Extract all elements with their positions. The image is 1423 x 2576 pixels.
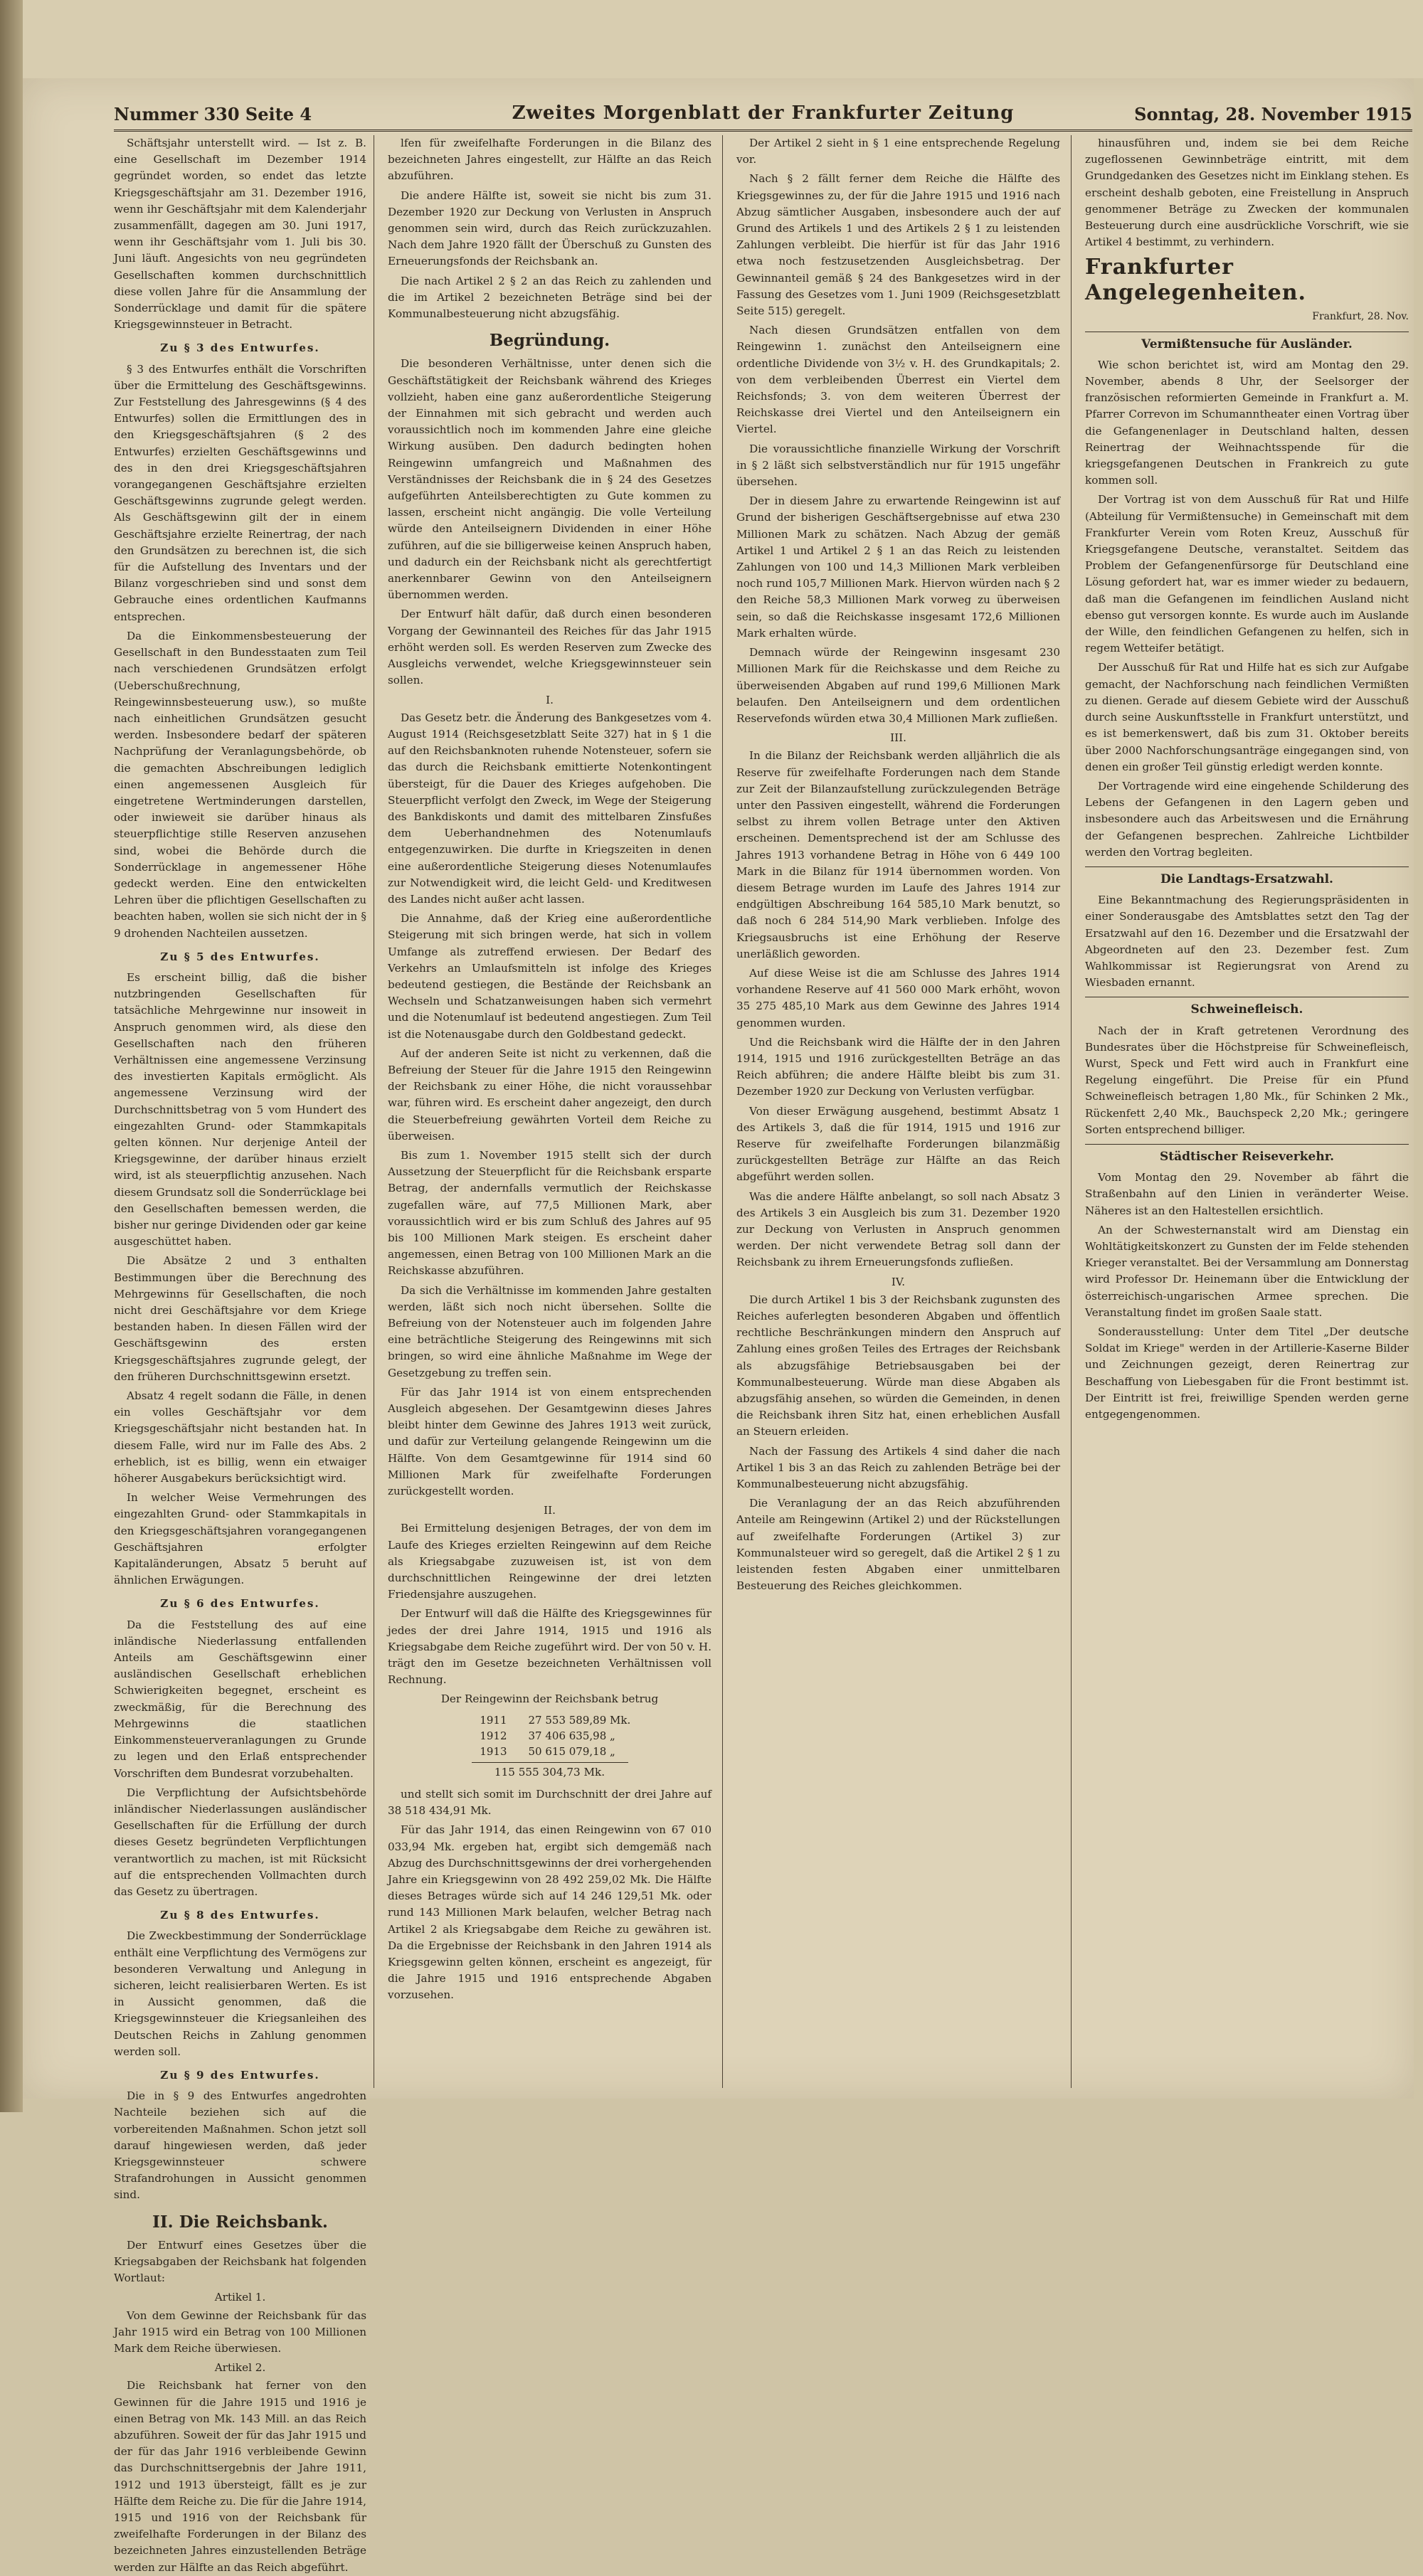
paragraph: Was die andere Hälfte anbelangt, so soll nach Absatz 3 des Artikels 3 ein Ausgleich bis zum 31. Dezember 1920 zur Deckung von Verlusten in Anspruch genommen werden. Der nicht verwendete Betrag soll dann der Reichsbank zu ihrem Erneuerungsfonds zufließen. <box>736 1189 1060 1269</box>
paragraph: Bis zum 1. November 1915 stellt sich der durch Aussetzung der Steuerpflicht für die Reichsbank ersparte Betrag, der andernfalls vermutlich der Reichskasse zugefallen wäre, auf 77,5 Millionen Mark, aber voraussichtlich wird er bis zum Schluß des Jahres auf 95 bis 100 Millionen Mark steigen. Es erscheint daher angemessen, einen Betrag von 100 Millionen Mark an die Reichskasse abzuführen. <box>388 1148 712 1278</box>
paragraph: Da die Feststellung des auf eine inländische Niederlassung entfallenden Anteils am Geschäftsgewinn einer ausländischen Gesellschaft erheblichen Schwierigkeiten begegnet, erscheint es zweckmäßig, für die Berechnung des Mehrgewinns die staatlichen Einkommensteuerveranlagungen zu Grunde zu legen und den Erlaß entsprechender Vorschriften dem Bundesrat vorzubehalten. <box>114 1618 366 1780</box>
paragraph: Da die Einkommensbesteuerung der Gesellschaft in den Bundesstaaten zum Teil nach verschiedenen Grundsätzen erfolgt (Ueberschußrechnung, Reingewinnsbesteuerung usw.), so mußte nach einheitlichen Grundsätzen gesucht werden. Insbesondere bedarf der späteren Nachprüfung der Veranlagungsbehörde, ob die gemachten Abschreibungen lediglich einen angemessenen Ausgleich für eingetretene Wertminderungen darstellen, oder inwieweit sie darüber hinaus als steuerpflichtige stille Reserven anzusehen sind, wobei die Behörde durch die Sonderrücklage in angemessener Höhe gedeckt werden. Eine den entwickelten Lehren über die pflichtigen Gesellschaften zu beachten haben, wollen sie sich nicht der in § 9 drohenden Nachteilen aussetzen. <box>114 629 366 940</box>
paragraph: Der Entwurf hält dafür, daß durch einen besonderen Vorgang der Gewinnanteil des Reiches für das Jahr 1915 erhöht werden soll. Es werden Reserven zum Zwecke des Ausgleichs verwendet, welche Kriegsgewinnsteuer sein sollen. <box>388 608 712 687</box>
paragraph: Von dieser Erwägung ausgehend, bestimmt Absatz 1 des Artikels 3, daß die für 1914, 1915 und 1916 zur Reserve für zweifelhafte Forderungen bilanzmäßig zurückgestellten Beträge zur Hälfte an das Reich abgeführt werden sollen. <box>736 1104 1060 1184</box>
issue-date: Sonntag, 28. November 1915 <box>1134 104 1412 124</box>
paragraph: Eine Bekanntmachung des Regierungspräsidenten in einer Sonderausgabe des Amtsblattes setzt den Tag der Ersatzwahl auf den 16. Dezember und die Ersatzwahl der Abgeordneten auf den 23. Dezember fest. Zum Wahlkommissar ist Regierungsrat von Arend zu Wiesbaden ernannt. <box>1085 894 1409 990</box>
section-number: I. <box>546 693 554 706</box>
paragraph: Der Entwurf eines Gesetzes über die Kriegsabgaben der Reichsbank hat folgenden Wortlaut: <box>114 2238 366 2285</box>
table-row <box>388 1744 712 1759</box>
paragraph: Der Artikel 2 sieht in § 1 eine entsprechende Regelung vor. <box>736 137 1060 166</box>
paragraph: Nach diesen Grundsätzen entfallen von dem Reingewinn 1. zunächst den Anteilseignern eine ordentliche Dividende von 3½ v. H. des Grundkapitals; 2. von dem verbleibenden Überrest ein Viertel dem Reichsfonds; 3. von dem weiteren Überrest der Reichskasse drei Viertel und den Anteilseignern ein Viertel. <box>736 324 1060 436</box>
paragraph: Sonderausstellung: Unter dem Titel „Der deutsche Soldat im Kriege" werden in der Artillerie-Kaserne Bilder und Zeichnungen gezeigt, deren Reinertrag zur Beschaffung von Liebesgaben für die Front bestimmt ist. Der Eintritt ist frei, freiwillige Spenden werden gerne entgegengenommen. <box>1085 1325 1409 1421</box>
paragraph: Nach § 2 fällt ferner dem Reiche die Hälfte des Kriegsgewinnes zu, der für die Jahre 1915 und 1916 nach Abzug sämtlicher Ausgaben, insbesondere auch der auf Grund des Artikels 1 und des Artikels 2 § 1 zu leistenden Zahlungen verbleibt. Die hierfür ist für das Jahr 1916 etwa noch festzusetzenden Ausgleichsbetrag. Der Gewinnanteil gemäß § 24 des Bankgesetzes wird in der Fassung des Gesetzes vom 1. Juni 1909 (Reichsgesetzblatt Seite 515) geregelt. <box>736 172 1060 318</box>
table-row <box>388 1712 712 1728</box>
paragraph: Der Entwurf will daß die Hälfte des Kriegsgewinnes für jedes der drei Jahre 1914, 1915 und 1916 als Kriegsabgabe dem Reiche zugeführt wird. Der von 50 v. H. trägt den im Gesetze bezeichneten Verhältnissen voll Rechnung. <box>388 1607 712 1687</box>
paragraph: hinausführen und, indem sie bei dem Reiche zugeflossenen Gewinnbeträge eintritt, mit dem Grundgedanken des Gesetzes nicht im Einklang stehen. Es erscheint deshalb geboten, eine Freistellung in Anspruch genommener Beträge zu Zwecken der kommunalen Besteuerung durch eine ausdrückliche Vorschrift, wie sie Artikel 4 bestimmt, zu verhindern. <box>1085 137 1409 249</box>
paragraph: Auf der anderen Seite ist nicht zu verkennen, daß die Befreiung der Steuer für die Jahre 1915 den Reingewinn der Reichsbank zu einer Höhe, die nicht voraussehbar war, führen wird. Es erscheint daher angezeigt, den durch die Steuerbefreiung gewährten Vorteil dem Reiche zu überweisen. <box>388 1046 712 1143</box>
paragraph: Bei Ermittelung desjenigen Betrages, der von dem im Laufe des Krieges erzielten Reingewinn auf dem Reiche als Kriegsabgabe zuzuweisen ist, ist von dem durchschnittlichen Reingewinne der drei letzten Friedensjahre auszugehen. <box>388 1522 712 1601</box>
section-label: Zu § 3 des Entwurfes. <box>160 341 320 355</box>
newspaper-title: Zweites Morgenblatt der Frankfurter Zeitung <box>512 102 1015 124</box>
section-label: Zu § 8 des Entwurfes. <box>160 1909 320 1922</box>
paragraph: Es erscheint billig, daß die bisher nutzbringenden Gesellschaften für tatsächliche Mehrgewinne nur insoweit in Anspruch genommen wird, als diese den Gesellschaften nach den früheren Verhältnissen eine angemessene Verzinsung des investierten Kapitals ermöglicht. Als angemessene Verzinsung wird der Durchschnittsbetrag von 5 vom Hundert des eingezahlten Grund- oder Stammkapitals gelten können. Nur derjenige Anteil der Kriegsgewinne, der darüber hinaus erzielt wird, ist als steuerpflichtig anzusehen. Nach diesem Grundsatz soll die Sonderrücklage bei den Gesellschaften bemessen werden, die bisher nur geringe Dividenden oder gar keine ausgeschüttet haben. <box>114 970 366 1249</box>
paragraph: Nach der in Kraft getretenen Verordnung des Bundesrates über die Höchstpreise für Schweinefleisch, Wurst, Speck und Fett wird auch in Frankfurt eine Regelung eingeführt. Die Preise für ein Pfund Schweinefleisch betragen 1,80 Mk., für Schinken 2 Mk., Rückenfett 2,40 Mk., Bauchspeck 2,20 Mk.; geringere Sorten entsprechend billiger. <box>1085 1024 1409 1136</box>
paragraph: Für das Jahr 1914, das einen Reingewinn von 67 010 033,94 Mk. ergeben hat, ergibt sich demgemäß nach Abzug des Durchschnittsgewinns der drei vorhergehenden Jahre ein Kriegsgewinn von 28 492 259,02 Mk. Die Hälfte dieses Betrages würde sich auf 14 246 129,51 Mk. oder rund 143 Millionen Mark belaufen, welcher Betrag nach Artikel 2 als Kriegsabgabe dem Reiche zu gewähren ist. Da die Ergebnisse der Reichsbank in den Jahren 1914 als Kriegsgewinn gelten können, erscheint es angezeigt, für die Jahre 1915 und 1916 entsprechende Abgaben vorzusehen. <box>388 1823 712 2002</box>
paragraph: Die Verpflichtung der Aufsichtsbehörde inländischer Niederlassungen ausländischer Gesellschaften für die Erfüllung der durch dieses Gesetz begründeten Verpflichtungen verantwortlich zu machen, ist mit Rücksicht auf die entsprechenden Vollmachten durch das Gesetz zu übertragen. <box>114 1786 366 1898</box>
paragraph: § 3 des Entwurfes enthält die Vorschriften über die Ermittelung des Geschäftsgewinns. Zur Feststellung des Jahresgewinns (§ 4 des Entwurfes) sollen die Ermittlungen des in den Kriegsgeschäftsjahren (§ 2 des Entwurfes) erzielten Geschäftsgewinns und des in den drei Kriegsgeschäftsjahren vorangegangenen Geschäftsjahre erzielten Geschäftsgewinns zugrunde gelegt werden. Als Geschäftsgewinn gilt der in einem Geschäftsjahre erzielte Reinertrag, der nach den Grundsätzen zu berechnen ist, die sich für die Aufstellung des Inventars und der Bilanz vorgeschrieben sind und sonst dem Gebrauche eines ordentlichen Kaufmanns entsprechen. <box>114 362 366 623</box>
paragraph: Der Vortragende wird eine eingehende Schilderung des Lebens der Gefangenen in den Lagern geben und insbesondere auch das Arbeitswesen und die Ernährung der Gefangenen besprechen. Zahlreiche Lichtbilder werden den Vortrag begleiten. <box>1085 779 1409 859</box>
paragraph: Wie schon berichtet ist, wird am Montag den 29. November, abends 8 Uhr, der Seelsorger der französischen reformierten Gemeinde in Frankfurt a. M. Pfarrer Correvon im Schumanntheater einen Vortrag über die Gefangenenlager in Deutschland halten, dessen Reinertrag der Weihnachtsspende für die kriegsgefangenen Deutschen in Frankreich zu gute kommen soll. <box>1085 358 1409 487</box>
paragraph: Der Ausschuß für Rat und Hilfe hat es sich zur Aufgabe gemacht, der Nachforschung nach feindlichen Vermißten zu dienen. Gerade auf diesem Gebiete wird der Ausschuß durch seine Auskunftsstelle in Frankfurt unterstützt, und es ist bemerkenswert, daß bis zum 31. Oktober bereits über 2000 Nachforschungsanträge eingegangen sind, von denen ein großer Teil günstig erledigt werden konnte. <box>1085 661 1409 773</box>
section-heading: Frankfurter Angelegenheiten. <box>1085 255 1307 306</box>
paragraph: Das Gesetz betr. die Änderung des Bankgesetzes vom 4. August 1914 (Reichsgesetzblatt Seite 327) hat in § 1 die auf den Reichsbanknoten ruhende Notensteuer, sofern sie das durch die Reichsbank emittierte Notenkontingent übersteigt, für die Dauer des Krieges aufgehoben. Die Steuerpflicht verfolgt den Zweck, im Wege der Steigerung des Bankdiskonts und damit des mittelbaren Zinsfußes dem Ueberhandnehmen des Notenumlaufs entgegenzuwirken. Die durfte in Kriegszeiten in denen eine außerordentliche Steigerung dieses Notenumlaufes zur Notwendigkeit wird, die leicht Geld- und Kreditwesen des Landes nicht außer acht lassen. <box>388 711 712 906</box>
paragraph: An der Schwesternanstalt wird am Dienstag ein Wohltätigkeitskonzert zu Gunsten der im Felde stehenden Krieger veranstaltet. Bei der Versammlung am Donnerstag wird Professor Dr. Heinemann über die Entwicklung der österreichisch-ungarischen Armee sprechen. Die Veranstaltung findet im großen Saale statt. <box>1085 1223 1409 1319</box>
table-row <box>388 1728 712 1744</box>
article-label: Artikel 1. <box>214 2291 266 2304</box>
section-number: II. <box>544 1504 556 1517</box>
paragraph: In welcher Weise Vermehrungen des eingezahlten Grund- oder Stammkapitals in den Kriegsgeschäftsjahren vorangegangenen Geschäftsjahren erfolgter Kapitaländerungen, Absatz 5 beruht auf ähnlichen Erwägungen. <box>114 1491 366 1587</box>
article-heading: Die Landtags-Ersatzwahl. <box>1085 866 1409 888</box>
paragraph: Absatz 4 regelt sodann die Fälle, in denen ein volles Geschäftsjahr vor dem Kriegsgeschäftsjahr nicht bestanden hat. In diesem Falle, wird nur im Falle des Abs. 2 erheblich, ist es billig, wenn ein etwaiger höherer Ausgabekurs berücksichtigt wird. <box>114 1389 366 1485</box>
column-1 <box>114 135 366 2574</box>
article-label: Artikel 2. <box>214 2361 266 2375</box>
paragraph: Die besonderen Verhältnisse, unter denen sich die Geschäftstätigkeit der Reichsbank während des Krieges vollzieht, haben eine ganz außerordentliche Steigerung der Einnahmen mit sich gebracht und werden auch voraussichtlich noch im kommenden Jahre eine gleiche Wirkung ausüben. Den dadurch bedingten hohen Reingewinn umfangreich und Maßnahmen des Verständnisses der Reichsbank die in § 24 des Gesetzes aufgeführten Anteilsberechtigten zu Gute kommen zu lassen, erscheint nicht angängig. Die volle Verteilung würde den Anteilseignern Dividenden in einer Höhe zuführen, auf die sie billigerweise keinen Anspruch haben, und dadurch ein der Reichsbank nicht als gerechtfertigt anerkennbarer Gewinn von den Anteilseignern übernommen werden. <box>388 357 712 602</box>
paragraph: Auf diese Weise ist die am Schlusse des Jahres 1914 vorhandene Reserve auf 41 560 000 Mark erhöht, wovon 35 275 485,10 Mark aus dem Gewinne des Jahres 1914 genommen wurden. <box>736 966 1060 1029</box>
paragraph: Der in diesem Jahre zu erwartende Reingewinn ist auf Grund der bisherigen Geschäftsergebnisse auf etwa 230 Millionen Mark zu schätzen. Nach Abzug der gemäß Artikel 1 und Artikel 2 § 1 an das Reich zu leistenden Zahlungen von 100 und 14,3 Millionen Mark verbleiben noch rund 105,7 Millionen Mark. Hiervon würden nach § 2 den Reiche 58,3 Millionen Mark vorweg zu überweisen sein, so daß die Reichskasse insgesamt 172,6 Millionen Mark erhalten würde. <box>736 494 1060 640</box>
paragraph: Für das Jahr 1914 ist von einem entsprechenden Ausgleich abgesehen. Der Gesamtgewinn dieses Jahres bleibt hinter dem Gewinne des Jahres 1913 weit zurück, und dafür zur Verteilung gelangende Reingewinn um die Hälfte. Von dem Gesamtgewinne für 1914 sind 60 Millionen Mark für zweifelhafte Forderungen zurückgestellt worden. <box>388 1385 712 1498</box>
profit-table <box>388 1712 712 1781</box>
paragraph: Schäftsjahr unterstellt wird. — Ist z. B. eine Gesellschaft im Dezember 1914 gegründet worden, so endet das letzte Kriegsgeschäftsjahr am 31. Dezember 1916, wenn ihr Geschäftsjahr mit dem Kalenderjahr zusammenfällt, dagegen am 30. Juni 1917, wenn ihr Geschäftsjahr vom 1. Juli bis 30. Juni läuft. Angesichts von neu gegründeten Gesellschaften kommen durchschnittlich diese vollen Jahre für die Ansammlung der Sonderrücklage und damit für die spätere Kriegsgewinnsteuer in Betracht. <box>114 137 366 332</box>
table-value: 50 615 079,18 „ <box>528 1744 615 1758</box>
paragraph: Demnach würde der Reingewinn insgesamt 230 Millionen Mark für die Reichskasse und dem Reiche zu überweisenden Abgaben auf rund 199,6 Millionen Mark belaufen. Den Anteilseignern und dem ordentlichen Reservefonds würden etwa 30,4 Millionen Mark zufließen. <box>736 646 1060 725</box>
column-3 <box>736 135 1060 2088</box>
section-number: IV. <box>891 1275 906 1288</box>
paragraph: Die nach Artikel 2 § 2 an das Reich zu zahlenden und die im Artikel 2 bezeichneten Beträge sind bei der Kommunalbesteuerung nicht abzugsfähig. <box>388 274 712 321</box>
section-label: Zu § 9 des Entwurfes. <box>160 2068 320 2082</box>
article-heading: Vermißtensuche für Ausländer. <box>1085 332 1409 353</box>
paragraph: Von dem Gewinne der Reichsbank für das Jahr 1915 wird ein Betrag von 100 Millionen Mark dem Reiche überwiesen. <box>114 2309 366 2355</box>
paragraph: Die in § 9 des Entwurfes angedrohten Nachteile beziehen sich auf die vorbereitenden Maßnahmen. Schon jetzt soll darauf hingewiesen werden, daß jeder Kriegsgewinnsteuer schwere Strafandrohungen in Aussicht genommen sind. <box>114 2089 366 2202</box>
paragraph: Die Reichsbank hat ferner von den Gewinnen für die Jahre 1915 und 1916 je einen Betrag von Mk. 143 Mill. an das Reich abzuführen. Soweit der für das Jahr 1915 und der für das Jahr 1916 verbleibende Gewinn das Durchschnittsergebnis der Jahre 1911, 1912 und 1913 übersteigt, fällt es je zur Hälfte dem Reiche zu. Die für die Jahre 1914, 1915 und 1916 von der Reichsbank für zweifelhafte Forderungen in der Bilanz des bezeichneten Jahres einzustellenden Beträge werden zur Hälfte an das Reich abgeführt. <box>114 2379 366 2574</box>
paragraph: Da sich die Verhältnisse im kommenden Jahre gestalten werden, läßt sich noch nicht übersehen. Sollte die Befreiung von der Notensteuer auch im folgenden Jahre eine beträchtliche Steigerung des Reingewinns mit sich bringen, so wird eine ähnliche Maßnahme im Wege der Gesetzgebung zu treffen sein. <box>388 1283 712 1379</box>
table-year: 1912 <box>480 1729 507 1742</box>
dateline: Frankfurt, 28. Nov. <box>1312 311 1409 323</box>
table-value: 37 406 635,98 „ <box>528 1729 615 1742</box>
section-label: Zu § 5 des Entwurfes. <box>160 950 320 963</box>
section-label: Zu § 6 des Entwurfes. <box>160 1597 320 1611</box>
section-heading: Begründung. <box>489 331 610 351</box>
column-4 <box>1085 135 1409 2088</box>
paragraph: Der Vortrag ist von dem Ausschuß für Rat und Hilfe (Abteilung für Vermißtensuche) in Gemeinschaft mit dem Frankfurter Verein vom Roten Kreuz, Ausschuß für Kriegsgefangene Deutsche, veranstaltet. Seitdem das Problem der Gefangenenfürsorge für Deutschland eine Lösung gefordert hat, war es immer wieder zu bedauern, daß man die Gefangenen im feindlichen Ausland nicht ebenso gut versorgen konnte. Es wurde auch im Auslande der Wille, den feindlichen Gefangenen zu helfen, sich in regem Wetteifer betätigt. <box>1085 493 1409 655</box>
paragraph: Die voraussichtliche finanzielle Wirkung der Vorschrift in § 2 läßt sich selbstverständlich nur für 1915 ungefähr übersehen. <box>736 442 1060 489</box>
paragraph: In die Bilanz der Reichsbank werden alljährlich die als Reserve für zweifelhafte Forderungen nach dem Stande zur Zeit der Bilanzaufstellung zurückzulegenden Beträge unter den Passiven eingestellt, während die Forderungen selbst zu ihrem vollen Betrage unter den Aktiven erscheinen. Dementsprechend ist der am Schlusse des Jahres 1913 vorhandene Betrag in Höhe von 6 449 100 Mark in die Bilanz für 1914 übernommen worden. Von diesem Betrage wurden im Laufe des Jahres 1914 zur endgültigen Abschreibung 164 585,10 Mark benutzt, so daß noch 6 284 514,90 Mark verblieben. Infolge des Kriegsausbruchs ist eine Erhöhung der Reserve unerläßlich geworden. <box>736 749 1060 960</box>
paragraph: Die Veranlagung der an das Reich abzuführenden Anteile am Reingewinn (Artikel 2) und der Rückstellungen auf zweifelhafte Forderungen (Artikel 3) zur Kommunalsteuer wird so geregelt, daß die Artikel 2 § 1 zu leistenden festen Abgaben einer unmittelbaren Besteuerung des Reiches gleichkommen. <box>736 1497 1060 1593</box>
scan-top-margin <box>23 0 1423 78</box>
paragraph: Nach der Fassung des Artikels 4 sind daher die nach Artikel 1 bis 3 an das Reich zu zahlenden Beträge bei der Kommunalbesteuerung nicht abzugsfähig. <box>736 1444 1060 1491</box>
table-year: 1911 <box>480 1713 507 1727</box>
issue-number: Nummer 330 Seite 4 <box>114 104 312 124</box>
column-2 <box>388 135 712 2088</box>
table-value: 27 553 589,89 Mk. <box>528 1713 631 1727</box>
section-heading: II. Die Reichsbank. <box>152 2212 328 2232</box>
paragraph: Die Zweckbestimmung der Sonderrücklage enthält eine Verpflichtung des Vermögens zur besonderen Verwaltung und Anlegung in sicheren, leicht realisierbaren Werten. Es ist in Aussicht genommen, daß die Kriegsgewinnsteuer die Kriegsanleihen des Deutschen Reichs in Zahlung genommen werden soll. <box>114 1929 366 2058</box>
scan-edge <box>0 0 23 2112</box>
paragraph: lfen für zweifelhafte Forderungen in die Bilanz des bezeichneten Jahres eingestellt, zur Hälfte an das Reich abzuführen. <box>388 137 712 183</box>
paragraph: Die Annahme, daß der Krieg eine außerordentliche Steigerung mit sich bringen werde, hat sich in vollem Umfange als zutreffend erwiesen. Der Bedarf des Verkehrs an Umlaufsmitteln ist infolge des Krieges bedeutend gestiegen, die Bestände der Reichsbank an Wechseln und Schatzanweisungen haben sich vermehrt und die Notenumlauf ist bedeutend angestiegen. Zum Teil ist die Notenausgabe durch den Goldbestand gedeckt. <box>388 912 712 1041</box>
masthead <box>114 100 1412 132</box>
paragraph: Die durch Artikel 1 bis 3 der Reichsbank zugunsten des Reiches auferlegten besonderen Abgaben und öffentlich rechtliche Beschränkungen mindern den Anspruch auf Zahlung eines großen Teiles des Ertrages der Reichsbank als abzugsfähige Betriebsausgaben bei der Kommunalbesteuerung. Würde man diese Abgaben als abzugsfähig ansehen, so würden die Gemeinden, in denen die Reichsbank ihren Sitz hat, einen erheblichen Ausfall an Steuern erleiden. <box>736 1293 1060 1438</box>
table-year: 1913 <box>480 1744 507 1758</box>
paragraph: Die Absätze 2 und 3 enthalten Bestimmungen über die Berechnung des Mehrgewinns für Gesellschaften, die noch nicht drei Geschäftsjahre vor dem Kriege bestanden haben. In diesen Fällen wird der Geschäftsgewinn des ersten Kriegsgeschäftsjahres zugrunde gelegt, der den früheren Durchschnittsgewinn ersetzt. <box>114 1254 366 1383</box>
paragraph: und stellt sich somit im Durchschnitt der drei Jahre auf 38 518 434,91 Mk. <box>388 1787 712 1818</box>
paragraph: Vom Montag den 29. November ab fährt die Straßenbahn auf den Linien in veränderter Weise. Näheres ist an den Haltestellen ersichtlich. <box>1085 1171 1409 1217</box>
columns <box>114 135 1412 2574</box>
paragraph: Und die Reichsbank wird die Hälfte der in den Jahren 1914, 1915 und 1916 zurückgestellten Beträge an das Reich abführen; die andere Hälfte bleibt bis zum 31. Dezember 1920 zur Deckung von Verlusten verfügbar. <box>736 1035 1060 1098</box>
table-total: 115 555 304,73 Mk. <box>472 1762 628 1781</box>
article-heading: Schweinefleisch. <box>1085 997 1409 1018</box>
paragraph: Die andere Hälfte ist, soweit sie nicht bis zum 31. Dezember 1920 zur Deckung von Verlusten in Anspruch genommen sein wird, durch das Reich zurückzuzahlen. Nach dem Jahre 1920 fällt der Überschuß zu Gunsten des Erneuerungsfonds der Reichsbank an. <box>388 189 712 268</box>
article-heading: Städtischer Reiseverkehr. <box>1085 1144 1409 1165</box>
section-number: III. <box>890 731 906 745</box>
table-title: Der Reingewinn der Reichsbank betrug <box>440 1692 659 1706</box>
